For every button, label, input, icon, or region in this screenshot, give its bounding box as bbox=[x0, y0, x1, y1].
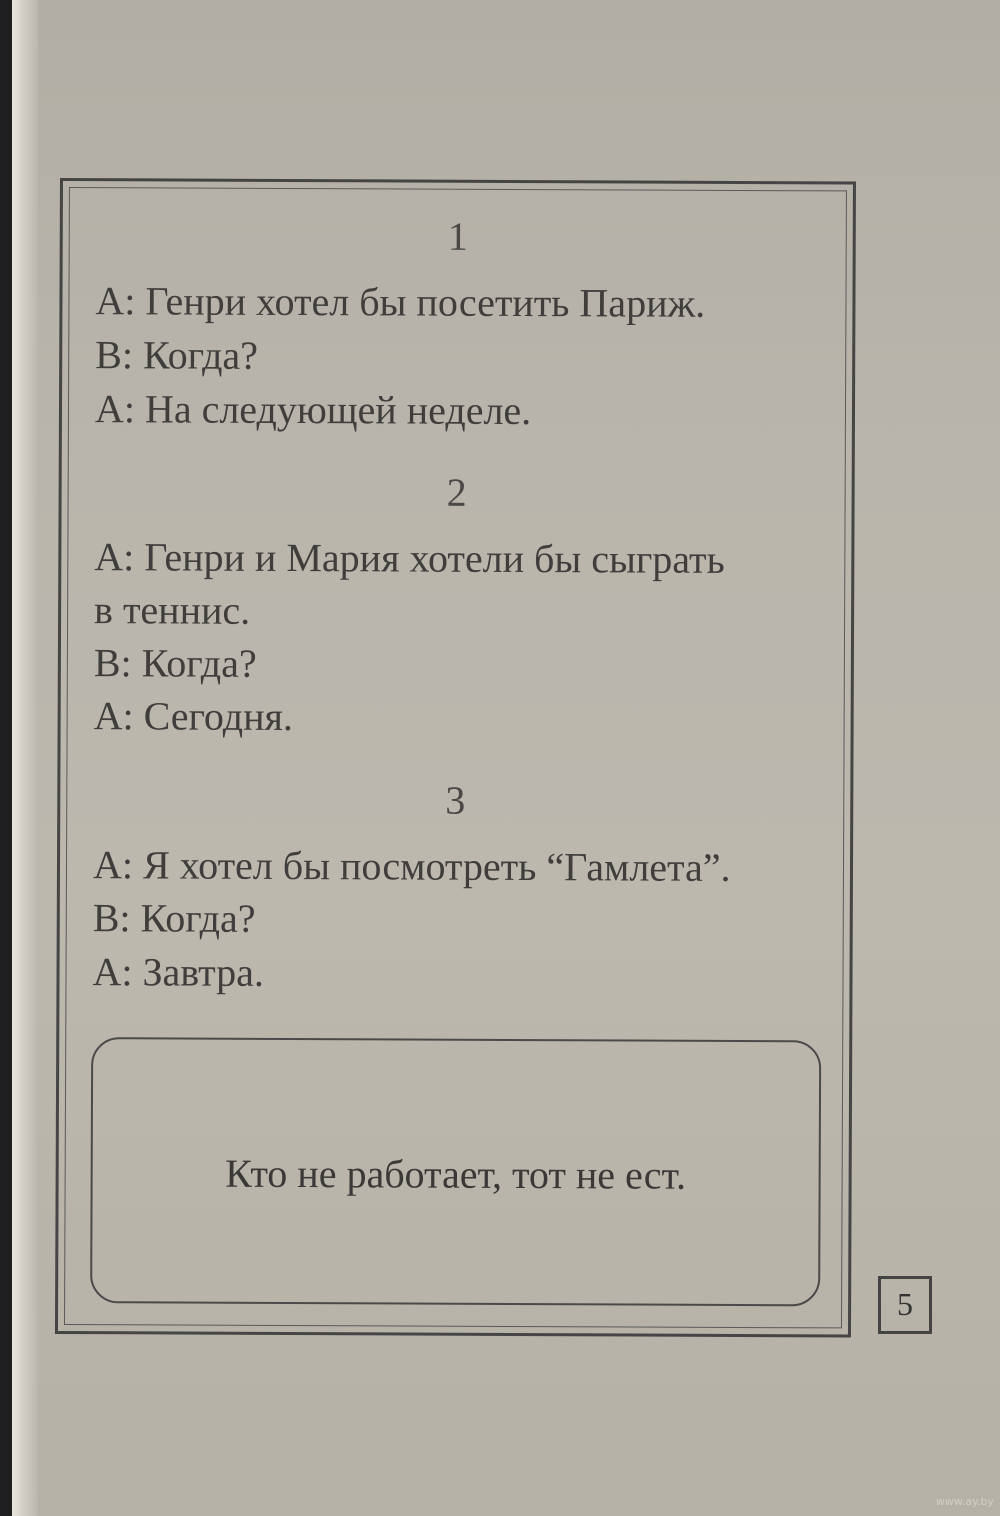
section-1-number: 1 bbox=[447, 213, 468, 259]
section-2-number: 2 bbox=[446, 469, 467, 515]
section-2-line-1: А: Генри и Мария хотели бы сыграть bbox=[94, 534, 725, 582]
page-number: 5 bbox=[878, 1276, 932, 1334]
page-edge bbox=[12, 0, 38, 1516]
section-3-line-2: В: Когда? bbox=[92, 895, 256, 941]
section-1-line-3: А: На следующей неделе. bbox=[94, 386, 532, 434]
watermark: www.ay.by bbox=[935, 1495, 994, 1508]
section-2-line-3: В: Когда? bbox=[93, 640, 257, 686]
section-2-line-2: в теннис. bbox=[94, 587, 251, 633]
section-1-line-1: А: Генри хотел бы посетить Париж. bbox=[95, 278, 706, 326]
section-3-line-3: А: Завтра. bbox=[92, 949, 265, 995]
section-3-number: 3 bbox=[445, 777, 466, 823]
book-page bbox=[12, 0, 1000, 1516]
dialogue-frame bbox=[55, 178, 856, 1337]
section-2-line-4: А: Сегодня. bbox=[93, 693, 294, 740]
section-1-line-2: В: Когда? bbox=[95, 332, 259, 378]
proverb-box bbox=[90, 1037, 821, 1306]
proverb-text: Кто не работает, тот не ест. bbox=[225, 1150, 687, 1198]
section-3-line-1: А: Я хотел бы посмотреть “Гамлета”. bbox=[92, 842, 731, 890]
